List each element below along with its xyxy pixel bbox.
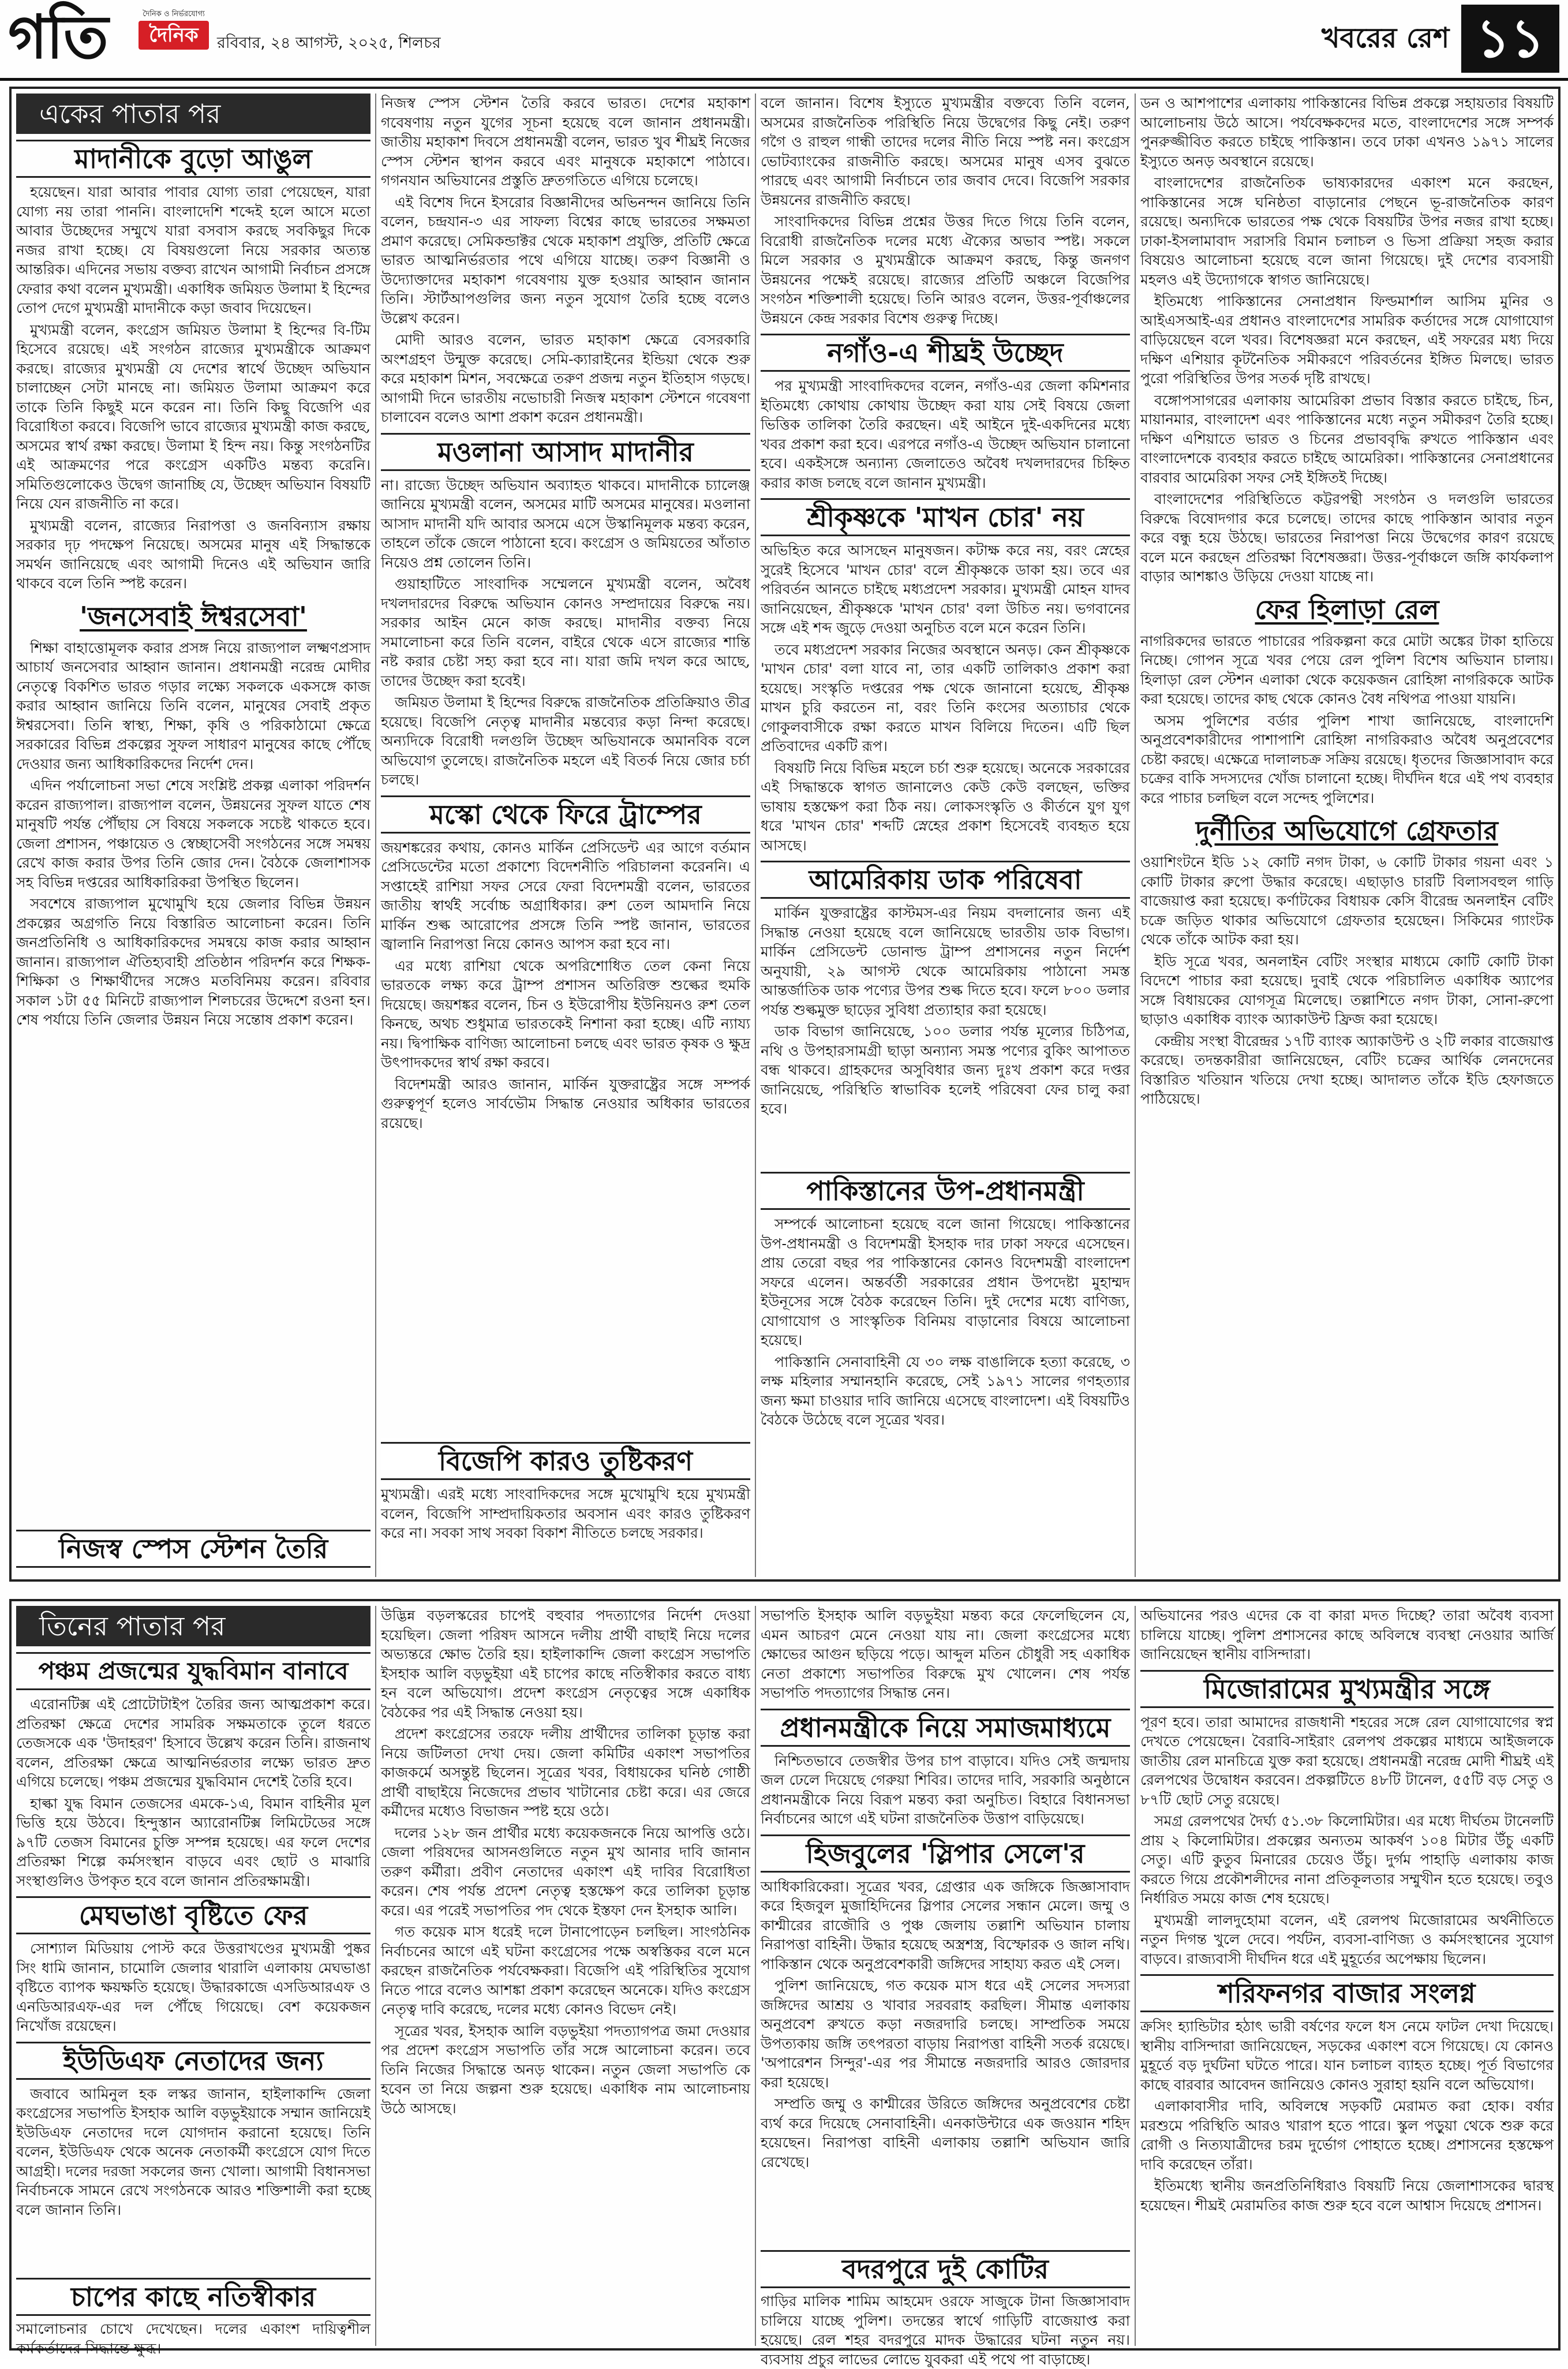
column-2 (381, 1606, 750, 2346)
article-paragraph: মার্কিন যুক্তরাষ্ট্রের কাস্টমস-এর নিয়ম বদলানোর জন্য এই সিদ্ধান্ত নেওয়া হয়েছে বলে জানিয়েছে ভারতীয় ডাক বিভাগ। মার্কিন প্রেসিডেন্ট ডোনাল্ড ট্রাম্প প্রশাসনের নতুন নির্দেশ অনুযায়ী, ২৯ আগস্ট থেকে আমেরিকায় পাঠানো সমস্ত আন্তর্জাতিক ডাক পণ্যের উপর শুল্ক দিতে হবে। ফলে ৮০০ ডলার পর্যন্ত শুল্কমুক্ত ছাড়ের সুবিধা প্রত্যাহার করা হয়েছে। (761, 905, 1130, 1018)
article-paragraph: ডাক বিভাগ জানিয়েছে, ১০০ ডলার পর্যন্ত মূল্যের চিঠিপত্র, নথি ও উপহারসামগ্রী ছাড়া অন্যান্য সমস্ত পণ্যের বুকিং আপাতত বন্ধ থাকবে। গ্রাহকদের অসুবিধার জন্য দুঃখ প্রকাশ করে দপ্তর জানিয়েছে, পরিস্থিতি স্বাভাবিক হলেই পরিষেবা ফের চালু করা হবে। (761, 1023, 1130, 1117)
article-headline[interactable]: চাপের কাছে নতিস্বীকার (16, 2278, 371, 2316)
article-paragraph: নাগরিকদের ভারতে পাচারের পরিকল্পনা করে মোটা অঙ্কের টাকা হাতিয়ে নিচ্ছে। গোপন সূত্রে খবর পেয়ে রেল পুলিশ বিশেষ অভিযান চালায়। হিলাড়া রেল স্টেশন এলাকা থেকে কয়েকজন রোহিঙ্গা নাগরিককে আটক করা হয়েছে। তাদের কাছ থেকে কোনও বৈধ নথিপত্র পাওয়া যায়নি। (1140, 632, 1554, 707)
article-headline[interactable]: হিজবুলের 'স্লিপার সেলে'র (761, 1834, 1130, 1873)
article-paragraph: বিষয়টি নিয়ে বিভিন্ন মহলে চর্চা শুরু হয়েছে। অনেকে সরকারের এই সিদ্ধান্তকে স্বাগত জানালেও কেউ কেউ বলছেন, ভক্তির ভাষায় হস্তক্ষেপ করা ঠিক নয়। লোকসংস্কৃতি ও কীর্তনে যুগ যুগ ধরে 'মাখন চোর' শব্দটি স্নেহের প্রকাশ হিসেবেই ব্যবহৃত হয়ে আসছে। (761, 759, 1130, 854)
article-paragraph: মুখ্যমন্ত্রী। এরই মধ্যে সাংবাদিকদের সঙ্গে মুখোমুখি হয়ে মুখ্যমন্ত্রী বলেন, বিজেপি সাম্প্রদায়িকতার অবসান এবং কারও তুষ্টিকরণ করে না। সবকা সাথ সবকা বিকাশ নীতিতে চলছে সরকার। (381, 1486, 750, 1541)
article-paragraph: গাড়ির মালিক শামিম আহমেদ ওরফে সাজুকে টানা জিজ্ঞাসাবাদ চালিয়ে যাচ্ছে পুলিশ। তদন্তের স্বার্থে গাড়িটি বাজেয়াপ্ত করা হয়েছে। রেল শহর বদরপুরে মাদক উদ্ধারের ঘটনা নতুন নয়। ব্যবসায় প্রচুর লাভের লোভে যুবকরা এই পথে পা বাড়াচ্ছে। (761, 2293, 1130, 2368)
article-headline[interactable]: মেঘভাঙা বৃষ্টিতে ফের (16, 1896, 371, 1934)
article-paragraph: ক্রসিং হ্যান্ডিটার হঠাৎ ভারী বর্ষণের ফলে ধস নেমে ফাটল দেখা দিয়েছে। স্থানীয় বাসিন্দারা জানিয়েছেন, সড়কের একাংশ বসে গিয়েছে। যে কোনও মুহূর্তে বড় দুর্ঘটনা ঘটতে পারে। যান চলাচল ব্যাহত হচ্ছে। পূর্ত বিভাগের কাছে বারবার আবেদন জানিয়েও কোনও সুরাহা হয়নি বলে অভিযোগ। (1140, 2018, 1554, 2093)
article-headline[interactable]: দুর্নীতির অভিযোগে গ্রেফতার (1196, 815, 1498, 846)
article-paragraph: বলে জানান। বিশেষ ইস্যুতে মুখ্যমন্ত্রীর বক্তব্যে তিনি বলেন, অসমের রাজনৈতিক পরিস্থিতি নিয়ে উদ্বেগের কিছু নেই। তরুণ গগৈ ও রাহুল গান্ধী তাদের দলের নীতি নিয়ে স্পষ্ট নন। কংগ্রেস ভোটব্যাংকের রাজনীতি করছে। অসমের মানুষ এসব বুঝতে পারছে এবং আগামী নির্বাচনে তার জবাব দেবে। বিজেপি সরকার উন্নয়নের রাজনীতি করছে। (761, 95, 1130, 208)
article-paragraph: সাংবাদিকদের বিভিন্ন প্রশ্নের উত্তর দিতে গিয়ে তিনি বলেন, বিরোধী রাজনৈতিক দলের মধ্যে ঐক্যের অভাব স্পষ্ট। সকলে মিলে সরকার ও মুখ্যমন্ত্রীকে আক্রমণ করছে, কিন্তু জনগণ উন্নয়নের পক্ষেই রয়েছে। রাজ্যের প্রতিটি অঞ্চলে বিজেপির সংগঠন শক্তিশালী হয়েছে। তিনি আরও বলেন, উত্তর-পূর্বাঞ্চলের উন্নয়নে কেন্দ্র সরকার বিশেষ গুরুত্ব দিচ্ছে। (761, 213, 1130, 327)
section-banner: একের পাতার পর (16, 94, 371, 134)
edition-badge (139, 9, 209, 50)
column-2 (381, 94, 750, 1577)
article-paragraph: ইতিমধ্যে স্থানীয় জনপ্রতিনিধিরাও বিষয়টি নিয়ে জেলাশাসকের দ্বারস্থ হয়েছেন। শীঘ্রই মেরামতির কাজ শুরু হবে বলে আশ্বাস দিয়েছে প্রশাসন। (1140, 2177, 1554, 2214)
section-title: খবরের রেশ (1322, 22, 1450, 54)
continuation-box-page-three (9, 1599, 1560, 2368)
article-paragraph: পর মুখ্যমন্ত্রী সাংবাদিকদের বলেন, নগাঁও-এর জেলা কমিশনার ইতিমধ্যে কোথায় কোথায় উচ্ছেদ করা যায় সেই বিষয়ে জেলা ভিত্তিক তালিকা তৈরি করছেন। এই আইনে দুই-একদিনের মধ্যে খবর প্রকাশ করা হবে। এরপরে নগাঁও-এ উচ্ছেদ অভিযান চালানো হবে। একইসঙ্গে অন্যান্য জেলাতেও অবৈধ দখলদারদের চিহ্নিত করার কাজ চলছে বলে জানান মুখ্যমন্ত্রী। (761, 378, 1130, 491)
article-headline[interactable]: বিজেপি কারও তুষ্টিকরণ (381, 1442, 750, 1480)
article-paragraph: সম্পর্কে আলোচনা হয়েছে বলে জানা গিয়েছে। পাকিস্তানের উপ-প্রধানমন্ত্রী ও বিদেশমন্ত্রী ইসহাক দার ঢাকা সফরে এসেছেন। প্রায় তেরো বছর পর পাকিস্তানের কোনও বিদেশমন্ত্রী বাংলাদেশ সফরে এলেন। অন্তর্বর্তী সরকারের প্রধান উপদেষ্টা মুহাম্মদ ইউনূসের সঙ্গে বৈঠক করেছেন তিনি। দুই দেশের মধ্যে বাণিজ্য, যোগাযোগ ও সাংস্কৃতিক বিনিময় বাড়ানোর বিষয়ে আলোচনা হয়েছে। (761, 1216, 1130, 1348)
article-headline[interactable]: মিজোরামের মুখ্যমন্ত্রীর সঙ্গে (1140, 1670, 1554, 1708)
column-divider (755, 94, 756, 1577)
article-paragraph: ডন ও আশপাশের এলাকায় পাকিস্তানের বিভিন্ন প্রকল্পে সহায়তার বিষয়টি আলোচনায় উঠে আসে। পর্যবেক্ষকদের মতে, বাংলাদেশের সঙ্গে সম্পর্ক পুনরুজ্জীবিত করতে চাইছে পাকিস্তান। তবে ঢাকা এখনও ১৯৭১ সালের ইস্যুতে অনড় অবস্থানে রয়েছে। (1140, 95, 1554, 170)
article-paragraph: আধিকারিকেরা। সূত্রের খবর, গ্রেপ্তার এক জঙ্গিকে জিজ্ঞাসাবাদ করে হিজবুল মুজাহিদিনের স্লিপার সেলের সন্ধান মেলে। জম্মু ও কাশ্মীরের রাজৌরি ও পুঞ্চ জেলায় তল্লাশি অভিযান চালায় নিরাপত্তা বাহিনী। উদ্ধার হয়েছে অস্ত্রশস্ত্র, বিস্ফোরক ও জাল নথি। পাকিস্তান থেকে অনুপ্রবেশকারী জঙ্গিদের সাহায্য করত এই সেল। (761, 1878, 1130, 1972)
column-2-footer (381, 1438, 750, 1577)
article-paragraph: শিক্ষা বাহাত্তোমূলক করার প্রসঙ্গ নিয়ে রাজ্যপাল লক্ষ্মণপ্রসাদ আচার্য জনসেবার আহ্বান জানান। প্রধানমন্ত্রী নরেন্দ্র মোদীর নেতৃত্বে বিকশিত ভারত গড়ার লক্ষ্যে সকলকে একসঙ্গে কাজ করার আহ্বান জানিয়ে তিনি বলেন, মানুষের সেবাই প্রকৃত ঈশ্বরসেবা। তিনি স্বাস্থ্য, শিক্ষা, কৃষি ও পরিকাঠামো ক্ষেত্রে সরকারের বিভিন্ন প্রকল্পের সুফল সাধারণ মানুষের কাছে পৌঁছে দেওয়ার জন্য আধিকারিকদের নির্দেশ দেন। (16, 639, 371, 772)
article-headline[interactable]: পাকিস্তানের উপ-প্রধানমন্ত্রী (761, 1172, 1130, 1210)
edition-label: দৈনিক (139, 21, 209, 50)
article-paragraph: হাল্কা যুদ্ধ বিমান তেজসের এমকে-১এ, বিমান বাহিনীর মূল ভিত্তি হয়ে উঠবে। হিন্দুস্তান অ্যারোনটিক্স লিমিটেডের সঙ্গে ৯৭টি তেজস বিমানের চুক্তি সম্পন্ন হয়েছে। এর ফলে দেশের প্রতিরক্ষা শিল্পে কর্মসংস্থান বাড়বে এবং ছোট ও মাঝারি সংস্থাগুলিও উপকৃত হবে বলে জানান প্রতিরক্ষামন্ত্রী। (16, 1795, 371, 1889)
column-divider (1135, 94, 1136, 1577)
article-paragraph: সম্প্রতি জম্মু ও কাশ্মীরের উরিতে জঙ্গিদের অনুপ্রবেশের চেষ্টা ব্যর্থ করে দিয়েছে সেনাবাহিনী। এনকাউন্টারে এক জওয়ান শহিদ হয়েছেন। নিরাপত্তা বাহিনী এলাকায় তল্লাশি অভিযান জারি রেখেছে। (761, 2095, 1130, 2170)
section-banner: তিনের পাতার পর (16, 1606, 371, 1646)
article-paragraph: দলের ১২৮ জন প্রার্থীর মধ্যে কয়েকজনকে নিয়ে আপত্তি ওঠে। জেলা পরিষদের আসনগুলিতে নতুন মুখ আনার দাবি জানান তরুণ কর্মীরা। প্রবীণ নেতাদের একাংশ এই দাবির বিরোধিতা করেন। শেষ পর্যন্ত প্রদেশ নেতৃত্ব হস্তক্ষেপ করে তালিকা চূড়ান্ত করে। এর পরেই সভাপতির পদ থেকে ইস্তফা দেন ইসহাক আলি। (381, 1824, 750, 1919)
article-paragraph: অভিহিত করে আসছেন মানুষজন। কটাক্ষ করে নয়, বরং স্নেহের সুরেই হিসেবে 'মাখন চোর' বলে শ্রীকৃষ্ণকে ডাকা হয়। তবে এর পরিবর্তন আনতে চাইছে মধ্যপ্রদেশ সরকার। মুখ্যমন্ত্রী মোহন যাদব জানিয়েছেন, শ্রীকৃষ্ণকে 'মাখন চোর' বলা উচিত নয়। ভগবানের সঙ্গে এই শব্দ জুড়ে দেওয়া অনুচিত বলে মনে করেন তিনি। (761, 542, 1130, 636)
article-paragraph: মুখ্যমন্ত্রী বলেন, কংগ্রেস জমিয়ত উলামা ই হিন্দের বি-টিম হিসেবে রয়েছে। এই সংগঠন রাজ্যের মুখ্যমন্ত্রীকে আক্রমণ করছে। রাজ্যের মুখ্যমন্ত্রী যে দেশের স্বার্থে উচ্ছেদ অভিযান চালাচ্ছেন সেটা মানছে না। জমিয়ত উলামা আক্রমণ করে তাকে তিনি কিছুই মনে করেন না। তিনি কিছু বিজেপি এর বিরোধিতা করবে। বিজেপি ভাবে রাজ্যের মুখ্যমন্ত্রী কাজ করছে, অসমের স্বার্থ রক্ষা করছে। উলামা ই হিন্দ নয়। কিন্তু সংগঠনটির এই আক্রমণের পরে কংগ্রেস একটিও মন্তব্য করেনি। সমিতিগুলোকেও উদ্বেগ জানাচ্ছি যে, উচ্ছেদ অভিযান বিষয়টি নিয়ে যেন রাজনীতি না করে। (16, 321, 371, 512)
article-paragraph: মুখ্যমন্ত্রী লালদুহোমা বলেন, এই রেলপথ মিজোরামের অর্থনীতিতে নতুন দিগন্ত খুলে দেবে। পর্যটন, ব্যবসা-বাণিজ্য ও কর্মসংস্থানের সুযোগ বাড়বে। রাজ্যবাসী দীর্ঘদিন ধরে এই মুহূর্তের অপেক্ষায় ছিলেন। (1140, 1911, 1554, 1967)
article-paragraph: গত কয়েক মাস ধরেই দলে টানাপোড়েন চলছিল। সাংগঠনিক নির্বাচনের আগে এই ঘটনা কংগ্রেসের পক্ষে অস্বস্তিকর বলে মনে করছেন রাজনৈতিক পর্যবেক্ষকরা। বিজেপি এই পরিস্থিতির সুযোগ নিতে পারে বলেও আশঙ্কা প্রকাশ করেছেন অনেকে। যদিও কংগ্রেস নেতৃত্ব দাবি করেছে, দলের মধ্যে কোনও বিভেদ নেই। (381, 1923, 750, 2017)
article-headline[interactable]: ইউডিএফ নেতাদের জন্য (16, 2042, 371, 2080)
article-paragraph: জবাবে আমিনুল হক লস্কর জানান, হাইলাকান্দি জেলা কংগ্রেসের সভাপতি ইসহাক আলি বড়ভুইয়াকে সম্মান জানিয়েই ইউডিএফ নেতাদের দলে যোগদান করানো হয়েছে। তিনি বলেন, ইউডিএফ থেকে অনেক নেতাকর্মী কংগ্রেসে যোগ দিতে আগ্রহী। দলের দরজা সকলের জন্য খোলা। আগামী বিধানসভা নির্বাচনকে সামনে রেখে সংগঠনকে আরও শক্তিশালী করা হচ্ছে বলে জানান তিনি। (16, 2085, 371, 2218)
article-paragraph: এর মধ্যে রাশিয়া থেকে অপরিশোধিত তেল কেনা নিয়ে ভারতকে লক্ষ্য করে ট্রাম্প প্রশাসন অতিরিক্ত শুল্কের হুমকি দিয়েছে। জয়শঙ্কর বলেন, চিন ও ইউরোপীয় ইউনিয়নও রুশ তেল কিনছে, অথচ শুধুমাত্র ভারতকেই নিশানা করা হচ্ছে। এটি ন্যায্য নয়। দ্বিপাক্ষিক বাণিজ্য আলোচনা চলছে এবং ভারত কৃষক ও ক্ষুদ্র উৎপাদকদের স্বার্থ রক্ষা করবে। (381, 957, 750, 1071)
article-paragraph: নিজস্ব স্পেস স্টেশন তৈরি করবে ভারত। দেশের মহাকাশ গবেষণায় নতুন যুগের সূচনা হয়েছে বলে জানান প্রধানমন্ত্রী। জাতীয় মহাকাশ দিবসে প্রধানমন্ত্রী বলেন, ভারত খুব শীঘ্রই নিজের স্পেস স্টেশন স্থাপন করবে এবং মানুষকে মহাকাশে পাঠাবে। গগনযান অভিযানের প্রস্তুতি দ্রুতগতিতে এগিয়ে চলেছে। (381, 95, 750, 189)
article-paragraph: বিদেশমন্ত্রী আরও জানান, মার্কিন যুক্তরাষ্ট্রের সঙ্গে সম্পর্ক গুরুত্বপূর্ণ হলেও সার্বভৌম সিদ্ধান্ত নেওয়ার অধিকার ভারতের রয়েছে। (381, 1075, 750, 1131)
article-paragraph: বাংলাদেশের পরিস্থিতিতে কট্টরপন্থী সংগঠন ও দলগুলি ভারতের বিরুদ্ধে বিষোদগার করে চলেছে। তাদের কাছে পাকিস্তান আবার নতুন করে বন্ধু হয়ে উঠছে। ভারতের নিরাপত্তা নিয়ে উদ্বেগের কারণ রয়েছে বলে মনে করছেন প্রতিরক্ষা বিশেষজ্ঞরা। উত্তর-পূর্বাঞ্চলে জঙ্গি কার্যকলাপ বাড়ার আশঙ্কাও উড়িয়ে দেওয়া যাচ্ছে না। (1140, 491, 1554, 585)
article-paragraph: সোশ্যাল মিডিয়ায় পোস্ট করে উত্তরাখণ্ডের মুখ্যমন্ত্রী পুষ্কর সিং ধামি জানান, চামোলি জেলার থারালি এলাকায় মেঘভাঙা বৃষ্টিতে ব্যাপক ক্ষয়ক্ষতি হয়েছে। উদ্ধারকাজে এসডিআরএফ ও এনডিআরএফ-এর দল পৌঁছে গিয়েছে। বেশ কয়েকজন নিখোঁজ রয়েছেন। (16, 1940, 371, 2034)
article-headline[interactable]: 'জনসেবাই ঈশ্বরসেবা' (80, 600, 307, 632)
article-paragraph: এরোনটিক্স এই প্রোটোটাইপ তৈরির জন্য আত্মপ্রকাশ করে। প্রতিরক্ষা ক্ষেত্রে দেশের সামরিক সক্ষমতাকে তুলে ধরতে তেজসকে এক 'উদাহরণ' হিসাবে উল্লেখ করেন তিনি। রাজনাথ বলেন, প্রতিরক্ষা ক্ষেত্রে আত্মনির্ভরতার লক্ষ্যে ভারত দ্রুত এগিয়ে চলেছে। পঞ্চম প্রজন্মের যুদ্ধবিমান দেশেই তৈরি হবে। (16, 1696, 371, 1790)
article-paragraph: তবে মধ্যপ্রদেশ সরকার নিজের অবস্থানে অনড়। কেন শ্রীকৃষ্ণকে 'মাখন চোর' বলা যাবে না, তার একটি তালিকাও প্রকাশ করা হয়েছে। সংস্কৃতি দপ্তরের পক্ষ থেকে জানানো হয়েছে, শ্রীকৃষ্ণ মাখন চুরি করতেন না, বরং তিনি কংসের অত্যাচার থেকে গোকুলবাসীকে রক্ষা করতে মাখন বিলিয়ে দিতেন। এটি ছিল প্রতিবাদের একটি রূপ। (761, 641, 1130, 754)
column-1 (16, 94, 371, 1577)
column-4 (1140, 1606, 1554, 2346)
article-paragraph: প্রদেশ কংগ্রেসের তরফে দলীয় প্রার্থীদের তালিকা চূড়ান্ত করা নিয়ে জটিলতা দেখা দেয়। জেলা কমিটির একাংশ সভাপতির কাজকর্মে অসন্তুষ্ট ছিলেন। সূত্রের খবর, বিধায়কের ঘনিষ্ঠ গোষ্ঠী প্রার্থী বাছাইয়ে নিজেদের প্রভাব খাটানোর চেষ্টা করে। এর জেরে কর্মীদের মধ্যেও বিভাজন স্পষ্ট হয়ে ওঠে। (381, 1725, 750, 1819)
page-number: ১১ (1461, 5, 1559, 73)
article-paragraph: ইডি সূত্রে খবর, অনলাইন বেটিং সংস্থার মাধ্যমে কোটি কোটি টাকা বিদেশে পাচার করা হয়েছে। দুবাই থেকে পরিচালিত একাধিক অ্যাপের সঙ্গে বিধায়কের যোগসূত্র মিলেছে। তল্লাশিতে নগদ টাকা, সোনা-রুপো ছাড়াও একাধিক ব্যাংক অ্যাকাউন্ট ফ্রিজ করা হয়েছে। (1140, 952, 1554, 1027)
article-paragraph: এদিন পর্যালোচনা সভা শেষে সংশ্লিষ্ট প্রকল্প এলাকা পরিদর্শন করেন রাজ্যপাল। রাজ্যপাল বলেন, উন্নয়নের সুফল যাতে শেষ মানুষটি পর্যন্ত পৌঁছায় সে বিষয়ে সকলকে সচেষ্ট থাকতে হবে। জেলা প্রশাসন, পঞ্চায়েত ও স্বেচ্ছাসেবী সংগঠনের সঙ্গে সমন্বয় রেখে কাজ করার উপর তিনি জোর দেন। বৈঠকে জেলাশাসক সহ বিভিন্ন দপ্তরের আধিকারিকরা উপস্থিত ছিলেন। (16, 777, 371, 891)
article-paragraph: হয়েছেন। যারা আবার পাবার যোগ্য তারা পেয়েছেন, যারা যোগ্য নয় তারা পাননি। বাংলাদেশি শব্দেই হলে আসে মতো আবার উচ্ছেদের সম্মুখে যারা বসবাস করছে সবকিছুর দিকে নজর রাখা হচ্ছে। যে বিষয়গুলো নিয়ে সরকার অত্যন্ত আন্তরিক। এদিনের সভায় বক্তব্য রাখেন আগামী নির্বাচন প্রসঙ্গে ফেরার কথা বলেন মুখ্যমন্ত্রী। একাধিক জমিয়ত উলামা ই হিন্দের তোপ দেগে মুখ্যমন্ত্রী মাদানীকে কড়া জবাব দিয়েছেন। (16, 184, 371, 316)
article-headline[interactable]: মস্কো থেকে ফিরে ট্রাম্পের (381, 795, 750, 834)
article-paragraph: সূত্রের খবর, ইসহাক আলি বড়ভুইয়া পদত্যাগপত্র জমা দেওয়ার পর প্রদেশ কংগ্রেস সভাপতি তাঁর সঙ্গে আলোচনা করেন। তবে তিনি নিজের সিদ্ধান্তে অনড় থাকেন। নতুন জেলা সভাপতি কে হবেন তা নিয়ে জল্পনা শুরু হয়েছে। একাধিক নাম আলোচনায় উঠে আসছে। (381, 2022, 750, 2117)
continuation-box-front-page (9, 87, 1560, 1582)
newspaper-logo[interactable]: গতি (8, 1, 107, 72)
column-4 (1140, 94, 1554, 1577)
article-paragraph: সমালোচনার চোখে দেখেছেন। দলের একাংশ দায়িত্বশীল কর্মকর্তাদের সিদ্ধান্তে ক্ষুব্ধ। (16, 2321, 371, 2357)
article-paragraph: এই বিশেষ দিনে ইসরোর বিজ্ঞানীদের অভিনন্দন জানিয়ে তিনি বলেন, চন্দ্রযান-৩ এর সাফল্য বিশ্বের কাছে ভারতের সক্ষমতা প্রমাণ করেছে। সেমিকন্ডাক্টর থেকে মহাকাশ প্রযুক্তি, প্রতিটি ক্ষেত্রে ভারত আত্মনির্ভরতার পথে এগিয়ে যাচ্ছে। তরুণ বিজ্ঞানী ও উদ্যোক্তাদের মহাকাশ গবেষণায় যুক্ত হওয়ার আহ্বান জানান তিনি। স্টার্টআপগুলির জন্য নতুন সুযোগ তৈরি হচ্ছে বলেও উল্লেখ করেন। (381, 193, 750, 327)
article-paragraph: পূরণ হবে। তারা আমাদের রাজধানী শহরের সঙ্গে রেল যোগাযোগের স্বপ্ন দেখতে পেয়েছেন। বৈরাবি-সাইরাং রেলপথ প্রকল্পের মাধ্যমে আইজলকে জাতীয় রেল মানচিত্রে যুক্ত করা হয়েছে। প্রধানমন্ত্রী নরেন্দ্র মোদী শীঘ্রই এই রেলপথের উদ্বোধন করবেন। প্রকল্পটিতে ৪৮টি টানেল, ৫৫টি বড় সেতু ও ৮৭টি ছোট সেতু রয়েছে। (1140, 1713, 1554, 1808)
article-paragraph: ওয়াশিংটনে ইডি ১২ কোটি নগদ টাকা, ৬ কোটি টাকার গয়না এবং ১ কোটি টাকার রুপো উদ্ধার করেছে। এছাড়াও চারটি বিলাসবহুল গাড়ি বাজেয়াপ্ত করা হয়েছে। কর্ণাটকের বিধায়ক কেসি বীরেন্দ্র অনলাইন বেটিং চক্রে জড়িত থাকার অভিযোগে গ্রেফতার হয়েছেন। সিকিমের গ্যাংটক থেকে তাঁকে আটক করা হয়। (1140, 854, 1554, 948)
column-1 (16, 1606, 371, 2346)
article-headline[interactable]: নগাঁও-এ শীঘ্রই উচ্ছেদ (761, 334, 1130, 372)
column-1-footer (16, 2278, 371, 2357)
article-headline[interactable]: আমেরিকায় ডাক পরিষেবা (761, 861, 1130, 899)
article-paragraph: এলাকাবাসীর দাবি, অবিলম্বে সড়কটি মেরামত করা হোক। বর্ষার মরশুমে পরিস্থিতি আরও খারাপ হতে পারে। স্কুল পড়ুয়া থেকে শুরু করে রোগী ও নিত্যযাত্রীদের চরম দুর্ভোগ পোহাতে হচ্ছে। প্রশাসনের হস্তক্ষেপ দাবি করেছেন তাঁরা। (1140, 2098, 1554, 2173)
article-headline[interactable]: প্রধানমন্ত্রীকে নিয়ে সমাজমাধ্যমে (761, 1709, 1130, 1747)
article-headline[interactable]: মওলানা আসাদ মাদানীর (381, 433, 750, 471)
tagline: দৈনিক ও নির্ভরযোগ্য (143, 10, 205, 18)
masthead (0, 0, 1568, 81)
article-paragraph: সভাপতি ইসহাক আলি বড়ভুইয়া মন্তব্য করে ফেলেছিলেন যে, এমন আচরণ মেনে নেওয়া যায় না। জেলা কংগ্রেসের মধ্যে ক্ষোভের আগুন ছড়িয়ে পড়ে। আব্দুল মতিন চৌধুরী সহ একাধিক নেতা প্রকাশ্যে সভাপতির বিরুদ্ধে মুখ খোলেন। শেষ পর্যন্ত সভাপতি পদত্যাগের সিদ্ধান্ত নেন। (761, 1607, 1130, 1701)
article-headline[interactable]: ফের হিলাড়া রেল (1255, 593, 1439, 625)
column-3 (761, 1606, 1130, 2346)
article-paragraph: উদ্ভিন্ন বড়লস্করের চাপেই বহুবার পদত্যাগের নির্দেশ দেওয়া হয়েছিল। জেলা পরিষদ আসনে দলীয় প্রার্থী বাছাই নিয়ে দলের অভ্যন্তরে ক্ষোভ তৈরি হয়। হাইলাকান্দি জেলা কংগ্রেস সভাপতি ইসহাক আলি বড়ভুইয়া এই চাপের কাছে নতিস্বীকার করতে বাধ্য হন বলে অভিযোগ। প্রদেশ কংগ্রেস নেতৃত্বের সঙ্গে একাধিক বৈঠকের পর এই সিদ্ধান্ত নেওয়া হয়। (381, 1607, 750, 1721)
article-headline[interactable]: শ্রীকৃষ্ণকে 'মাখন চোর' নয় (761, 498, 1130, 536)
article-paragraph: বঙ্গোপসাগরের এলাকায় আমেরিকা প্রভাব বিস্তার করতে চাইছে, চিন, মায়ানমার, বাংলাদেশ এবং পাকিস্তানের মধ্যে নতুন সমীকরণ তৈরি হচ্ছে। দক্ষিণ এশিয়াতে ভারত ও চিনের প্রভাববৃদ্ধি রুখতে পাকিস্তান এবং বাংলাদেশকে ব্যবহার করতে চাইছে আমেরিকা। পাকিস্তানের সেনাপ্রধানের বারবার আমেরিকা সফর সেই ইঙ্গিতই দিচ্ছে। (1140, 391, 1554, 486)
article-headline[interactable]: মাদানীকে বুড়ো আঙুল (16, 140, 371, 178)
article-paragraph: নিশ্চিতভাবে তেজস্বীর উপর চাপ বাড়াবে। যদিও সেই জন্মদায় জল ঢেলে দিয়েছে গেরুয়া শিবির। তাদের দাবি, সরকারি অনুষ্ঠানে প্রধানমন্ত্রীকে নিয়ে বিরূপ মন্তব্য করা অনুচিত। বিহারে বিধানসভা নির্বাচনের আগে এই ঘটনা রাজনৈতিক উত্তাপ বাড়িয়েছে। (761, 1752, 1130, 1827)
article-paragraph: কেন্দ্রীয় সংস্থা বীরেন্দ্রর ১৭টি ব্যাংক অ্যাকাউন্ট ও ২টি লকার বাজেয়াপ্ত করেছে। তদন্তকারীরা জানিয়েছেন, বেটিং চক্রের আর্থিক লেনদেনের বিস্তারিত খতিয়ান খতিয়ে দেখা হচ্ছে। আদালত তাঁকে ইডি হেফাজতে পাঠিয়েছে। (1140, 1032, 1554, 1107)
column-divider (375, 94, 376, 1577)
column-divider (1135, 1606, 1136, 2346)
article-paragraph: জয়শঙ্করের কথায়, কোনও মার্কিন প্রেসিডেন্ট এর আগে বর্তমান প্রেসিডেন্টের মতো প্রকাশ্যে বিদেশনীতি পরিচালনা করেননি। এ সপ্তাহেই রাশিয়া সফর সেরে ফেরা বিদেশমন্ত্রী বলেন, ভারতের জাতীয় স্বার্থই সর্বোচ্চ অগ্রাধিকার। রুশ তেল আমদানি নিয়ে মার্কিন শুল্ক আরোপের প্রসঙ্গে তিনি স্পষ্ট জানান, ভারতের জ্বালানি নিরাপত্তা নিয়ে কোনও আপস করা হবে না। (381, 839, 750, 952)
article-paragraph: অসম পুলিশের বর্ডার পুলিশ শাখা জানিয়েছে, বাংলাদেশি অনুপ্রবেশকারীদের পাশাপাশি রোহিঙ্গা নাগরিকরাও অবৈধ অনুপ্রবেশের চেষ্টা করছে। এক্ষেত্রে দালালচক্র সক্রিয় রয়েছে। ধৃতদের জিজ্ঞাসাবাদ করে চক্রের বাকি সদস্যদের খোঁজ চালানো হচ্ছে। দীর্ঘদিন ধরে এই পথ ব্যবহার করে পাচার চলছিল বলে সন্দেহ পুলিশের। (1140, 712, 1554, 806)
column-3-footer (761, 1168, 1130, 1577)
article-paragraph: জমিয়ত উলামা ই হিন্দের বিরুদ্ধে রাজনৈতিক প্রতিক্রিয়াও তীব্র হয়েছে। বিজেপি নেতৃত্ব মাদানীর মন্তব্যের কড়া নিন্দা করেছে। অন্যদিকে বিরোধী দলগুলি উচ্ছেদ অভিযানকে অমানবিক বলে অভিযোগ তুলেছে। রাজনৈতিক মহলে এই বিতর্ক নিয়ে জোর চর্চা চলছে। (381, 694, 750, 788)
article-paragraph: ইতিমধ্যে পাকিস্তানের সেনাপ্রধান ফিল্ডমার্শাল আসিম মুনির ও আইএসআই-এর প্রধানও বাংলাদেশের সামরিক কর্তাদের সঙ্গে যোগাযোগ বাড়িয়েছেন বলে খবর। বিশেষজ্ঞরা মনে করছেন, এই সফরের মধ্য দিয়ে দক্ষিণ এশিয়ার কূটনৈতিক সমীকরণে পরিবর্তনের ইঙ্গিত মিলছে। ভারত পুরো পরিস্থিতির উপর সতর্ক দৃষ্টি রাখছে। (1140, 293, 1554, 387)
article-headline[interactable]: নিজস্ব স্পেস স্টেশন তৈরি (16, 1530, 371, 1568)
article-paragraph: মোদী আরও বলেন, ভারত মহাকাশ ক্ষেত্রে বেসরকারি অংশগ্রহণ উন্মুক্ত করেছে। সেমি-ক্যারাইনের ইন্ডিয়া থেকে শুরু করে মহাকাশ মিশন, সবক্ষেত্রে তরুণ প্রজন্ম নতুন ইতিহাস গড়ছে। আগামী দিনে ভারতীয় নভোচারী নিজস্ব মহাকাশ স্টেশনে গবেষণা চালাবেন বলেও আশা প্রকাশ করেন প্রধানমন্ত্রী। (381, 331, 750, 425)
dateline: রবিবার, ২৪ আগস্ট, ২০২৫, শিলচর (217, 34, 441, 52)
article-paragraph: সমগ্র রেলপথের দৈর্ঘ্য ৫১.৩৮ কিলোমিটার। এর মধ্যে দীর্ঘতম টানেলটি প্রায় ২ কিলোমিটার। প্রকল্পের অন্যতম আকর্ষণ ১০৪ মিটার উঁচু একটি সেতু। এটি কুতুব মিনারের চেয়েও উঁচু। দুর্গম পাহাড়ি এলাকায় কাজ করতে গিয়ে প্রকৌশলীদের নানা প্রতিকূলতার সম্মুখীন হতে হয়েছে। তবুও নির্ধারিত সময়ে কাজ শেষ হয়েছে। (1140, 1813, 1554, 1907)
column-divider (755, 1606, 756, 2346)
article-paragraph: না। রাজ্যে উচ্ছেদ অভিযান অব্যাহত থাকবে। মাদানীকে চ্যালেঞ্জ জানিয়ে মুখ্যমন্ত্রী বলেন, অসমের মাটি অসমের মানুষের। মওলানা আসাদ মাদানী যদি আবার অসমে এসে উস্কানিমূলক মন্তব্য করেন, তাহলে তাঁকে জেলে পাঠানো হবে। কংগ্রেস ও জমিয়তের আঁতাত নিয়েও প্রশ্ন তোলেন তিনি। (381, 476, 750, 571)
column-divider (375, 1606, 376, 2346)
article-headline[interactable]: বদরপুরে দুই কোটির (761, 2250, 1130, 2288)
column-1-footer (16, 1530, 371, 1568)
article-paragraph: পাকিস্তানি সেনাবাহিনী যে ৩০ লক্ষ বাঙালিকে হত্যা করেছে, ৩ লক্ষ মহিলার সম্মানহানি করেছে, সেই ১৯৭১ সালের গণহত্যার জন্য ক্ষমা চাওয়ার দাবি জানিয়ে এসেছে বাংলাদেশ। এই বিষয়টিও বৈঠকে উঠেছে বলে সূত্রের খবর। (761, 1353, 1130, 1428)
article-headline[interactable]: শরিফনগর বাজার সংলগ্ন (1140, 1974, 1554, 2012)
article-paragraph: সবশেষে রাজ্যপাল মুখোমুখি হয়ে জেলার বিভিন্ন উন্নয়ন প্রকল্পের অগ্রগতি নিয়ে বিস্তারিত আলোচনা করেন। তিনি জনপ্রতিনিধি ও আধিকারিকদের সমন্বয়ে কাজ করার আহ্বান জানান। রাজ্যপাল ঐতিহ্যবাহী প্রতিষ্ঠান পরিদর্শন করে শিক্ষক-শিক্ষিকা ও শিক্ষার্থীদের সঙ্গেও মতবিনিময় করেন। রবিবার সকাল ১টা ৫৫ মিনিটে রাজ্যপাল শিলচরের উদ্দেশে রওনা হন। শেষ পর্যায়ে তিনি জেলার উন্নয়ন নিয়ে সন্তোষ প্রকাশ করেন। (16, 895, 371, 1028)
article-paragraph: অভিযানের পরও এদের কে বা কারা মদত দিচ্ছে? তারা অবৈধ ব্যবসা চালিয়ে যাচ্ছে। পুলিশ প্রশাসনের কাছে অবিলম্বে ব্যবস্থা নেওয়ার আর্জি জানিয়েছেন স্থানীয় বাসিন্দারা। (1140, 1607, 1554, 1662)
article-paragraph: গুয়াহাটিতে সাংবাদিক সম্মেলনে মুখ্যমন্ত্রী বলেন, অবৈধ দখলদারদের বিরুদ্ধে অভিযান কোনও সম্প্রদায়ের বিরুদ্ধে নয়। সরকার আইন মেনে কাজ করছে। মাদানীর বক্তব্য নিয়ে সমালোচনা করে তিনি বলেন, বাইরে থেকে এসে রাজ্যের শান্তি নষ্ট করার চেষ্টা সহ্য করা হবে না। যারা জমি দখল করে আছে, তাদের উচ্ছেদ করা হবেই। (381, 576, 750, 689)
article-paragraph: বাংলাদেশের রাজনৈতিক ভাষ্যকারদের একাংশ মনে করছেন, পাকিস্তানের সঙ্গে ঘনিষ্ঠতা বাড়ানোর পেছনে ভূ-রাজনৈতিক কারণ রয়েছে। অন্যদিকে ভারতের পক্ষ থেকে বিষয়টির উপর নজর রাখা হচ্ছে। ঢাকা-ইসলামাবাদ সরাসরি বিমান চলাচল ও ভিসা প্রক্রিয়া সহজ করার বিষয়েও আলোচনা হয়েছে বলে জানা গিয়েছে। দুই দেশের ব্যবসায়ী মহলও এই উদ্যোগকে স্বাগত জানিয়েছে। (1140, 174, 1554, 288)
article-headline[interactable]: পঞ্চম প্রজন্মের যুদ্ধবিমান বানাবে (16, 1652, 371, 1690)
article-paragraph: পুলিশ জানিয়েছে, গত কয়েক মাস ধরে এই সেলের সদস্যরা জঙ্গিদের আশ্রয় ও খাবার সরবরাহ করছিল। সীমান্ত এলাকায় অনুপ্রবেশ রুখতে কড়া নজরদারি চলছে। সাম্প্রতিক সময়ে উপত্যকায় জঙ্গি তৎপরতা বাড়ায় নিরাপত্তা বাহিনী সতর্ক রয়েছে। 'অপারেশন সিন্দুর'-এর পর সীমান্তে নজরদারি আরও জোরদার করা হয়েছে। (761, 1977, 1130, 2091)
column-3-footer (761, 2250, 1130, 2368)
article-paragraph: মুখ্যমন্ত্রী বলেন, রাজ্যের নিরাপত্তা ও জনবিন্যাস রক্ষায় সরকার দৃঢ় পদক্ষেপ নিয়েছে। অসমের মানুষ এই সিদ্ধান্তকে সমর্থন জানিয়েছে এবং আগামী দিনেও এই অভিযান জারি থাকবে বলে তিনি স্পষ্ট করেন। (16, 517, 371, 592)
